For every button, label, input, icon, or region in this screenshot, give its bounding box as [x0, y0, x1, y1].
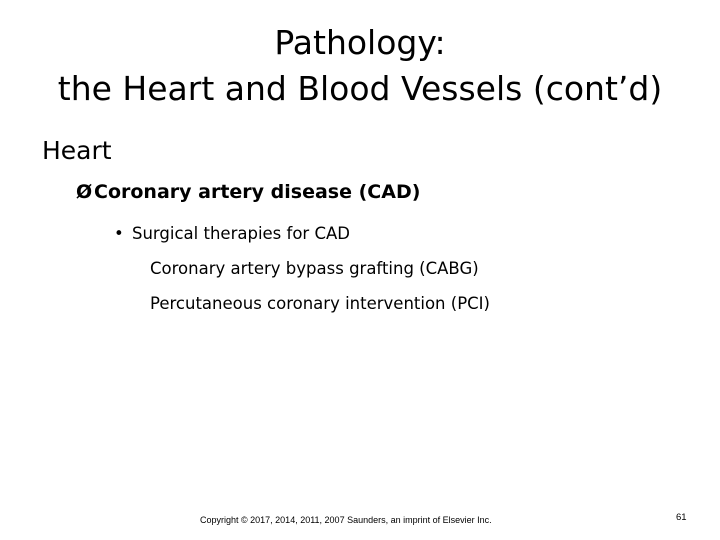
bullet-surgical-therapies: [114, 216, 490, 321]
title-line-1: Pathology:: [274, 23, 446, 62]
title-line-2: the Heart and Blood Vessels (cont’d): [57, 69, 663, 108]
sub-item-pci: Percutaneous coronary intervention (PCI): [150, 294, 490, 313]
surgical-therapies-line: [114, 216, 490, 251]
page-number: 61: [676, 512, 687, 523]
arrow-bullet-icon: Ø: [76, 181, 93, 203]
bullet-cad-text: Coronary artery disease (CAD): [94, 181, 421, 203]
dot-bullet-icon: •: [114, 224, 124, 243]
sub-item-cabg: Coronary artery bypass grafting (CABG): [150, 259, 479, 278]
slide-title: [0, 20, 720, 112]
surgical-therapies-text: Surgical therapies for CAD: [132, 224, 350, 243]
bullet-cad: [76, 178, 420, 206]
copyright-footer: Copyright © 2017, 2014, 2011, 2007 Saunders, an imprint of Elsevier Inc.: [200, 515, 492, 525]
heading-heart: Heart: [42, 136, 112, 165]
